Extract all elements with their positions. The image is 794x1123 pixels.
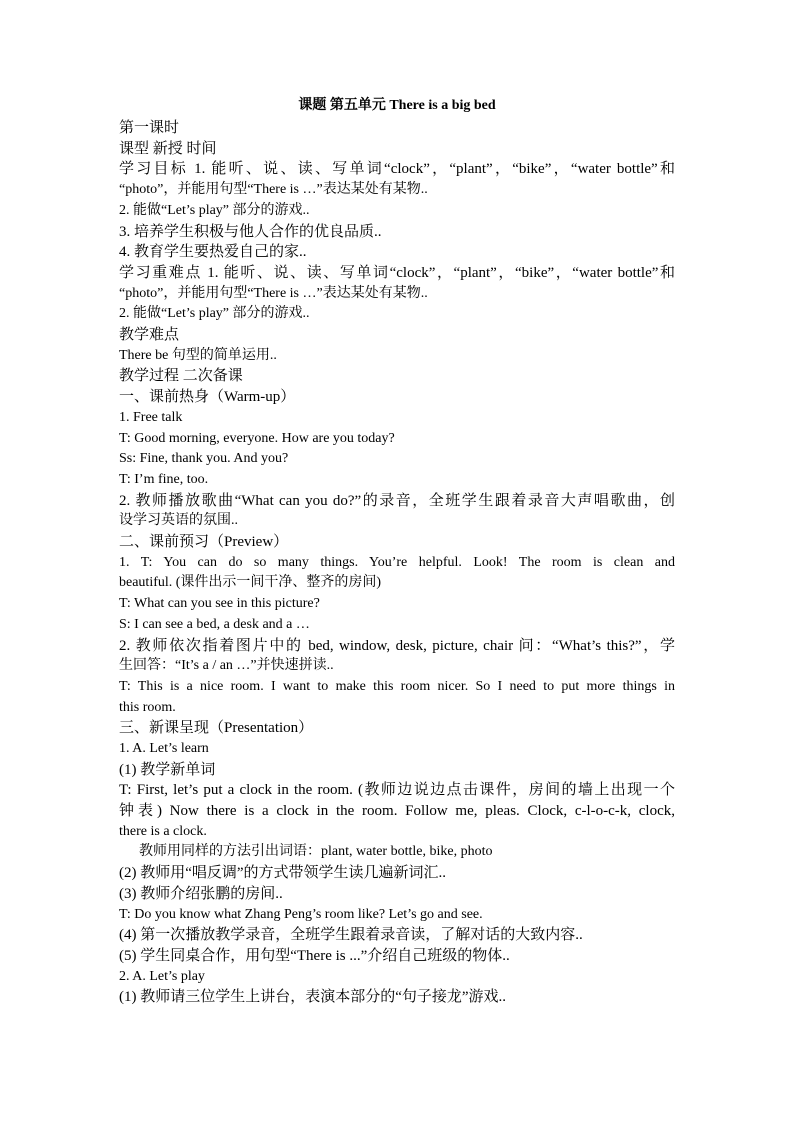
text-line: 课型 新授 时间 xyxy=(119,140,217,157)
text-line: this room. xyxy=(119,699,176,715)
text-line: T: This is a nice room. I want to make this room nicer. So I need to put more things in xyxy=(119,678,675,694)
text-line: 1. T: You can do so many things. You’re helpful. Look! The room is clean and xyxy=(119,554,675,570)
text-line: 生回答：“It’s a / an …”并快速拼读.. xyxy=(119,658,334,674)
document-title: 课题 第五单元 There is a big bed xyxy=(298,98,496,113)
text-line: 学习重难点 1. 能听、说、读、写单词“clock”，“plant”，“bike”，“water bottle”和 xyxy=(119,264,675,281)
text-line: “photo”，并能用句型“There is …”表达某处有某物.. xyxy=(119,285,428,301)
text-line: (3) 教师介绍张鹏的房间.. xyxy=(119,885,283,902)
text-line: 2. 教师依次指着图片中的 bed, window, desk, picture, chair 问：“What’s this?”，学 xyxy=(119,637,675,654)
section-heading: 教学过程 二次备课 xyxy=(119,368,243,385)
text-line: (1) 教师请三位学生上讲台，表演本部分的“句子接龙”游戏.. xyxy=(119,989,507,1006)
text-line: (5) 学生同桌合作，用句型“There is ...”介绍自己班级的物体.. xyxy=(119,948,510,964)
text-line: 1. Free talk xyxy=(119,409,183,425)
text-line: 钟表) Now there is a clock in the room. Follow me, pleas. Clock, c-l-o-c-k, clock, xyxy=(119,803,675,820)
text-line: (2) 教师用“唱反调”的方式带领学生读几遍新词汇.. xyxy=(119,865,447,882)
text-line: 4. 教育学生要热爱自己的家.. xyxy=(119,244,307,261)
text-line: 2. A. Let’s play xyxy=(119,968,205,984)
text-line: 3. 培养学生积极与他人合作的优良品质.. xyxy=(119,223,382,240)
text-line: (4) 第一次播放教学录音，全班学生跟着录音读，了解对话的大致内容.. xyxy=(119,927,583,944)
section-heading: 一、课前热身（Warm-up） xyxy=(119,389,296,406)
section-heading: 二、课前预习（Preview） xyxy=(119,534,289,551)
text-line: (1) 教学新单词 xyxy=(119,761,216,778)
text-line: 2. 教师播放歌曲“What can you do?”的录音，全班学生跟着录音大声唱歌曲，创 xyxy=(119,492,675,509)
text-line: there is a clock. xyxy=(119,823,207,839)
text-line: T: I’m fine, too. xyxy=(119,471,209,487)
text-line: 学习目标 1. 能听、说、读、写单词“clock”，“plant”，“bike”，“water bottle”和 xyxy=(119,161,675,178)
text-line: T: Do you know what Zhang Peng’s room like? Let’s go and see. xyxy=(119,906,483,922)
text-line: 1. A. Let’s learn xyxy=(119,741,209,756)
text-line: S: I can see a bed, a desk and a … xyxy=(119,616,310,632)
text-line: beautiful. (课件出示一间干净、整齐的房间) xyxy=(119,575,382,591)
section-heading: 三、新课呈现（Presentation） xyxy=(119,720,314,737)
text-line: T: First, let’s put a clock in the room. (教师边说边点击课件，房间的墙上出现一个 xyxy=(119,782,675,799)
text-line: 2. 能做“Let’s play” 部分的游戏.. xyxy=(119,202,310,218)
section-heading: 教学难点 xyxy=(119,327,180,343)
text-line: Ss: Fine, thank you. And you? xyxy=(119,451,289,467)
text-line: 教师用同样的方法引出词语：plant, water bottle, bike, photo xyxy=(139,844,493,860)
text-line: “photo”，并能用句型“There is …”表达某处有某物.. xyxy=(119,182,428,198)
text-line: T: What can you see in this picture? xyxy=(119,596,320,612)
document-page xyxy=(119,96,675,1008)
text-line: 第一课时 xyxy=(119,120,180,136)
text-line: 设学习英语的氛围.. xyxy=(119,513,238,529)
text-line: There be 句型的简单运用.. xyxy=(119,347,277,363)
text-line: 2. 能做“Let’s play” 部分的游戏.. xyxy=(119,306,310,322)
text-line: T: Good morning, everyone. How are you today? xyxy=(119,430,395,446)
